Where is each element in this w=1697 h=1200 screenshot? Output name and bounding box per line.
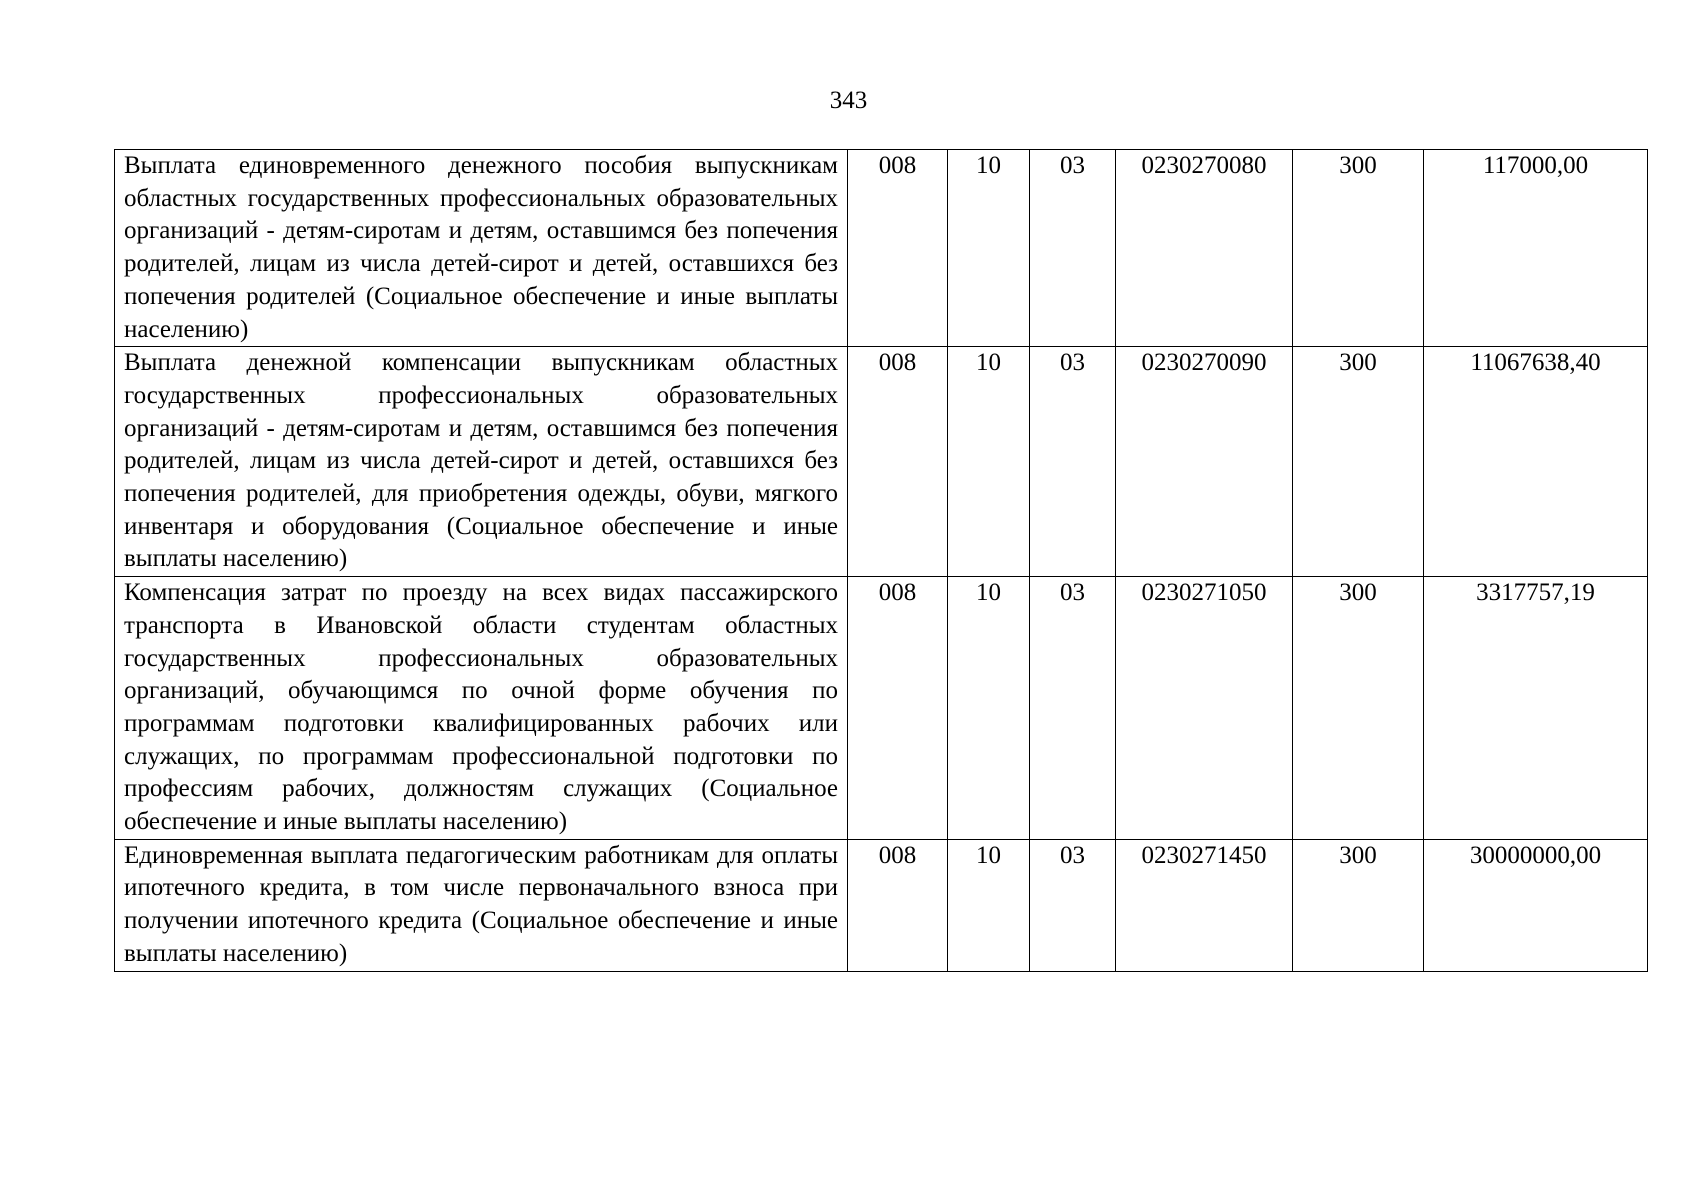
row-target-code: 0230270080 (1116, 150, 1293, 347)
row-section-code: 10 (948, 150, 1030, 347)
row-grbs-code: 008 (848, 839, 948, 971)
row-grbs-code: 008 (848, 347, 948, 577)
row-description: Выплата единовременного денежного пособия выпускникам областных государственных профессиональных образовательных организаций - детям-сиротам и детям, оставшимся без попечения родителей, лицам из числа детей-сирот и детей, оставшихся без попечения родителей (Социальное обеспечение и иные выплаты населению) (115, 150, 848, 347)
row-description: Компенсация затрат по проезду на всех видах пассажирского транспорта в Ивановской области студентам областных государственных профессиональных образовательных организаций, обучающимся по очной форме обучения по программам подготовки квалифицированных рабочих или служащих, по программам профессиональной подготовки по профессиям рабочих, должностям служащих (Социальное обеспечение и иные выплаты населению) (115, 577, 848, 840)
page-number: 343 (829, 87, 868, 114)
budget-table (114, 149, 1648, 972)
row-expense-type-code: 300 (1293, 347, 1424, 577)
table-row (115, 839, 1648, 971)
row-target-code: 0230270090 (1116, 347, 1293, 577)
table-row (115, 150, 1648, 347)
row-target-code: 0230271050 (1116, 577, 1293, 840)
row-target-code: 0230271450 (1116, 839, 1293, 971)
row-subsection-code: 03 (1030, 839, 1116, 971)
row-amount: 30000000,00 (1424, 839, 1648, 971)
row-amount: 117000,00 (1424, 150, 1648, 347)
row-description: Единовременная выплата педагогическим работникам для оплаты ипотечного кредита, в том числе первоначального взноса при получении ипотечного кредита (Социальное обеспечение и иные выплаты населению) (115, 839, 848, 971)
row-description: Выплата денежной компенсации выпускникам областных государственных профессиональных образовательных организаций - детям-сиротам и детям, оставшимся без попечения родителей, лицам из числа детей-сирот и детей, оставшихся без попечения родителей, для приобретения одежды, обуви, мягкого инвентаря и оборудования (Социальное обеспечение и иные выплаты населению) (115, 347, 848, 577)
row-expense-type-code: 300 (1293, 577, 1424, 840)
row-amount: 3317757,19 (1424, 577, 1648, 840)
row-grbs-code: 008 (848, 577, 948, 840)
table-row (115, 577, 1648, 840)
row-expense-type-code: 300 (1293, 839, 1424, 971)
row-subsection-code: 03 (1030, 577, 1116, 840)
table-row (115, 347, 1648, 577)
row-section-code: 10 (948, 577, 1030, 840)
row-section-code: 10 (948, 839, 1030, 971)
row-amount: 11067638,40 (1424, 347, 1648, 577)
row-subsection-code: 03 (1030, 150, 1116, 347)
row-section-code: 10 (948, 347, 1030, 577)
row-expense-type-code: 300 (1293, 150, 1424, 347)
row-grbs-code: 008 (848, 150, 948, 347)
row-subsection-code: 03 (1030, 347, 1116, 577)
